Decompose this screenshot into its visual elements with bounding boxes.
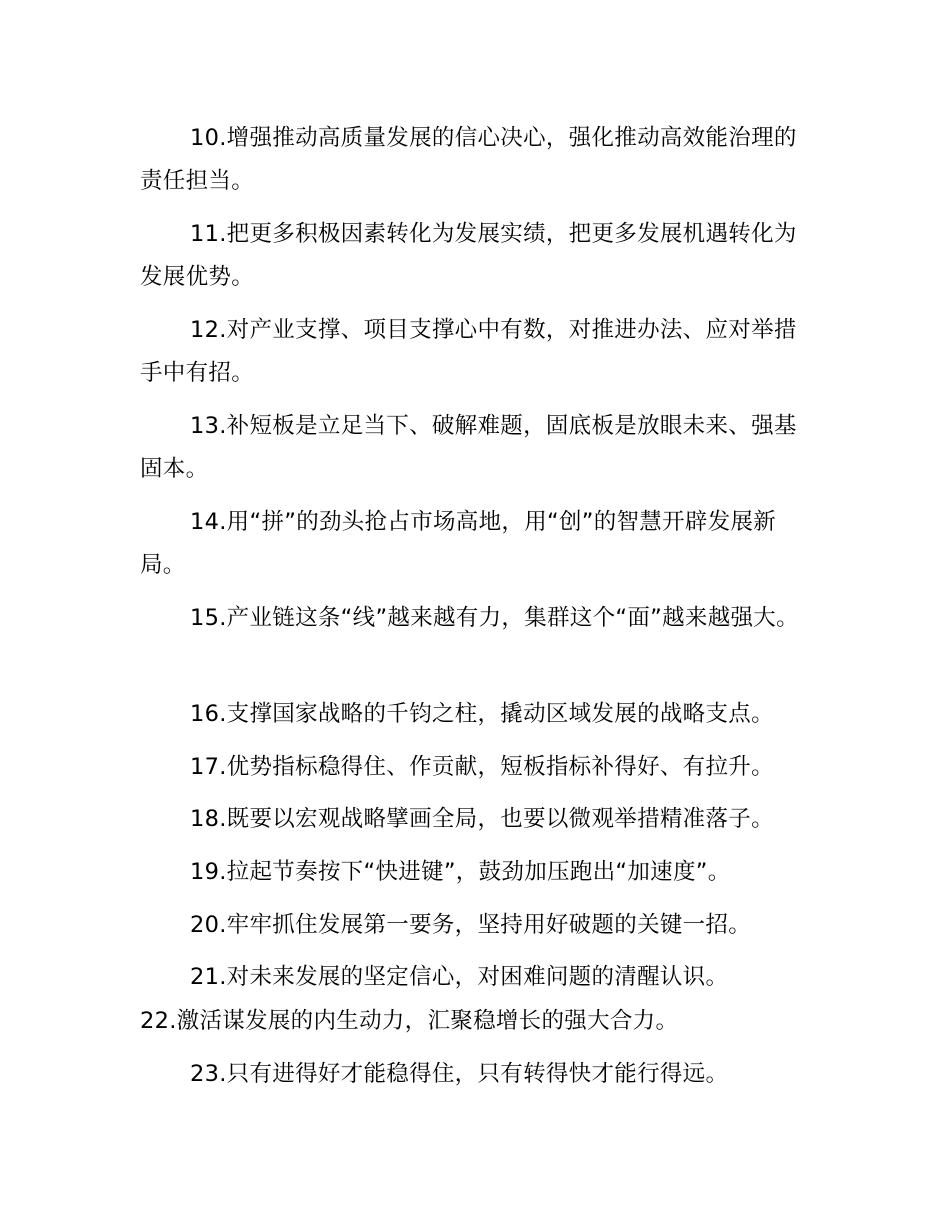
paragraph-item-22: 22.激活谋发展的内生动力，汇聚稳增长的强大合力。 <box>140 1008 679 1034</box>
paragraph-item-21: 21.对未来发展的坚定信心，对困难问题的清醒认识。 <box>190 964 729 990</box>
paragraph-item-20: 20.牢牢抓住发展第一要务，坚持用好破题的关键一招。 <box>190 912 752 938</box>
paragraph-item-14: 14.用“拼”的劲头抢占市场高地，用“创”的智慧开辟发展新局。 <box>140 509 777 578</box>
paragraph-item-11: 11.把更多积极因素转化为发展实绩，把更多发展机遇转化为发展优势。 <box>140 221 797 290</box>
paragraph-item-15: 15.产业链这条“线”越来越有力，集群这个“面”越来越强大。 <box>190 605 799 631</box>
paragraph-item-17: 17.优势指标稳得住、作贡献，短板指标补得好、有拉升。 <box>190 754 774 780</box>
paragraph-item-12: 12.对产业支撑、项目支撑心中有数，对推进办法、应对举措手中有招。 <box>140 317 797 386</box>
paragraph-item-16: 16.支撑国家战略的千钧之柱，撬动区域发展的战略支点。 <box>190 701 774 727</box>
paragraph-item-23: 23.只有进得好才能稳得住，只有转得快才能行得远。 <box>190 1061 729 1087</box>
paragraph-item-13: 13.补短板是立足当下、破解难题，固底板是放眼未来、强基固本。 <box>140 413 797 482</box>
paragraph-item-18: 18.既要以宏观战略擘画全局，也要以微观举措精准落子。 <box>190 806 774 832</box>
paragraph-item-19: 19.拉起节奏按下“快进键”，鼓劲加压跑出“加速度”。 <box>190 859 731 885</box>
paragraph-item-10: 10.增强推动高质量发展的信心决心，强化推动高效能治理的责任担当。 <box>140 125 797 194</box>
